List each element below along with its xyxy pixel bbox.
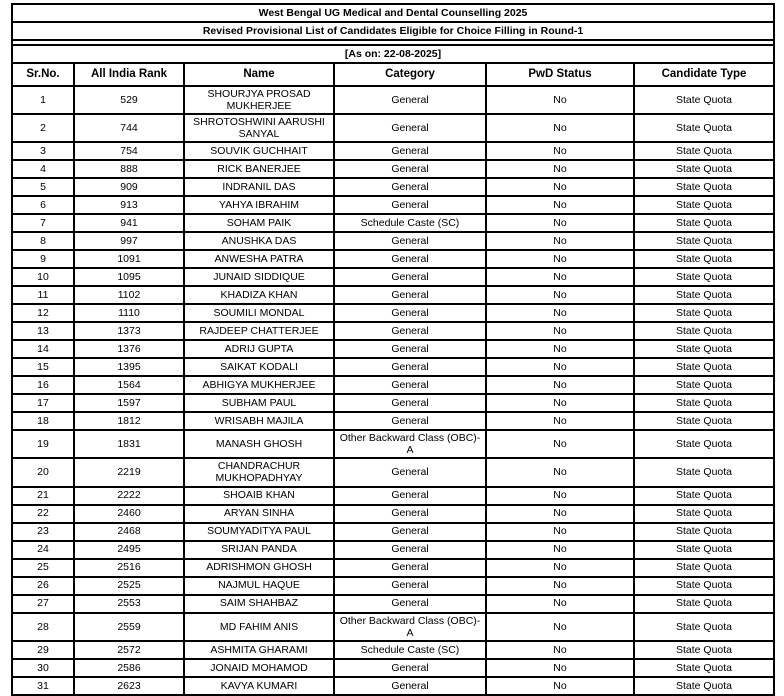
cell-pwd-status: No (486, 595, 634, 613)
column-header-name: Name (184, 63, 334, 86)
cell-pwd-status: No (486, 523, 634, 541)
cell-name: SOHAM PAIK (184, 214, 334, 232)
cell-rank: 2559 (74, 613, 184, 641)
cell-srno: 3 (12, 142, 74, 160)
cell-name: RAJDEEP CHATTERJEE (184, 322, 334, 340)
cell-candidate-type: State Quota (634, 232, 774, 250)
cell-rank: 529 (74, 86, 184, 114)
column-header-pwd-status: PwD Status (486, 63, 634, 86)
cell-name: SUBHAM PAUL (184, 394, 334, 412)
table-row (12, 250, 774, 268)
table-row (12, 659, 774, 677)
cell-candidate-type: State Quota (634, 196, 774, 214)
table-row (12, 196, 774, 214)
table-row (12, 232, 774, 250)
cell-srno: 6 (12, 196, 74, 214)
cell-name: SAIM SHAHBAZ (184, 595, 334, 613)
cell-category: General (334, 114, 486, 142)
cell-name: ANUSHKA DAS (184, 232, 334, 250)
cell-srno: 5 (12, 178, 74, 196)
cell-rank: 2516 (74, 559, 184, 577)
cell-pwd-status: No (486, 286, 634, 304)
table-row (12, 340, 774, 358)
cell-srno: 4 (12, 160, 74, 178)
table-row (12, 641, 774, 659)
cell-name: SHOURJYA PROSAD MUKHERJEE (184, 86, 334, 114)
cell-srno: 31 (12, 677, 74, 695)
cell-name: MD FAHIM ANIS (184, 613, 334, 641)
cell-pwd-status: No (486, 677, 634, 695)
cell-candidate-type: State Quota (634, 541, 774, 559)
table-row (12, 613, 774, 641)
cell-name: KHADIZA KHAN (184, 286, 334, 304)
cell-candidate-type: State Quota (634, 394, 774, 412)
cell-candidate-type: State Quota (634, 595, 774, 613)
as-on-date: [As on: 22-08-2025] (12, 45, 774, 63)
cell-candidate-type: State Quota (634, 214, 774, 232)
cell-rank: 1110 (74, 304, 184, 322)
table-row (12, 577, 774, 595)
cell-candidate-type: State Quota (634, 376, 774, 394)
cell-category: General (334, 487, 486, 505)
cell-candidate-type: State Quota (634, 358, 774, 376)
cell-rank: 1091 (74, 250, 184, 268)
cell-srno: 20 (12, 458, 74, 486)
cell-candidate-type: State Quota (634, 142, 774, 160)
table-row (12, 214, 774, 232)
cell-srno: 18 (12, 412, 74, 430)
cell-category: General (334, 250, 486, 268)
table-row (12, 412, 774, 430)
cell-rank: 1102 (74, 286, 184, 304)
cell-category: General (334, 160, 486, 178)
cell-rank: 909 (74, 178, 184, 196)
cell-pwd-status: No (486, 577, 634, 595)
cell-candidate-type: State Quota (634, 487, 774, 505)
cell-pwd-status: No (486, 487, 634, 505)
cell-pwd-status: No (486, 505, 634, 523)
cell-srno: 15 (12, 358, 74, 376)
cell-category: General (334, 178, 486, 196)
cell-name: JUNAID SIDDIQUE (184, 268, 334, 286)
cell-category: General (334, 142, 486, 160)
cell-pwd-status: No (486, 196, 634, 214)
table-row (12, 559, 774, 577)
cell-category: General (334, 286, 486, 304)
table-row (12, 487, 774, 505)
cell-category: General (334, 541, 486, 559)
table-header-row (12, 63, 774, 86)
cell-pwd-status: No (486, 142, 634, 160)
table-row (12, 541, 774, 559)
cell-name: MANASH GHOSH (184, 430, 334, 458)
candidate-table-body (12, 86, 774, 695)
cell-rank: 997 (74, 232, 184, 250)
cell-candidate-type: State Quota (634, 286, 774, 304)
cell-category: General (334, 304, 486, 322)
cell-pwd-status: No (486, 178, 634, 196)
cell-srno: 29 (12, 641, 74, 659)
cell-srno: 8 (12, 232, 74, 250)
cell-srno: 22 (12, 505, 74, 523)
cell-name: CHANDRACHUR MUKHOPADHYAY (184, 458, 334, 486)
cell-pwd-status: No (486, 376, 634, 394)
cell-candidate-type: State Quota (634, 114, 774, 142)
cell-pwd-status: No (486, 250, 634, 268)
cell-rank: 1564 (74, 376, 184, 394)
cell-rank: 2525 (74, 577, 184, 595)
cell-pwd-status: No (486, 430, 634, 458)
cell-name: SOUMYADITYA PAUL (184, 523, 334, 541)
cell-pwd-status: No (486, 304, 634, 322)
cell-srno: 7 (12, 214, 74, 232)
cell-pwd-status: No (486, 358, 634, 376)
cell-category: General (334, 232, 486, 250)
page-title: West Bengal UG Medical and Dental Counselling 2025 (12, 4, 774, 22)
cell-pwd-status: No (486, 541, 634, 559)
cell-rank: 2586 (74, 659, 184, 677)
cell-name: ARYAN SINHA (184, 505, 334, 523)
table-row (12, 595, 774, 613)
table-row (12, 523, 774, 541)
cell-category: General (334, 86, 486, 114)
cell-rank: 913 (74, 196, 184, 214)
cell-name: NAJMUL HAQUE (184, 577, 334, 595)
cell-srno: 23 (12, 523, 74, 541)
cell-pwd-status: No (486, 322, 634, 340)
cell-rank: 1597 (74, 394, 184, 412)
cell-pwd-status: No (486, 114, 634, 142)
cell-srno: 30 (12, 659, 74, 677)
cell-category: General (334, 268, 486, 286)
table-row (12, 142, 774, 160)
table-row (12, 505, 774, 523)
cell-name: SOUMILI MONDAL (184, 304, 334, 322)
cell-category: General (334, 677, 486, 695)
cell-candidate-type: State Quota (634, 160, 774, 178)
column-header-rank: All India Rank (74, 63, 184, 86)
cell-rank: 2623 (74, 677, 184, 695)
table-row (12, 677, 774, 695)
cell-category: General (334, 340, 486, 358)
table-row (12, 304, 774, 322)
cell-candidate-type: State Quota (634, 322, 774, 340)
cell-srno: 1 (12, 86, 74, 114)
cell-rank: 1831 (74, 430, 184, 458)
cell-candidate-type: State Quota (634, 250, 774, 268)
cell-candidate-type: State Quota (634, 340, 774, 358)
as-on-row (12, 45, 774, 63)
cell-candidate-type: State Quota (634, 86, 774, 114)
cell-category: General (334, 523, 486, 541)
cell-category: Schedule Caste (SC) (334, 214, 486, 232)
cell-candidate-type: State Quota (634, 178, 774, 196)
cell-rank: 1373 (74, 322, 184, 340)
cell-srno: 13 (12, 322, 74, 340)
cell-srno: 12 (12, 304, 74, 322)
cell-name: ANWESHA PATRA (184, 250, 334, 268)
cell-rank: 941 (74, 214, 184, 232)
cell-category: General (334, 458, 486, 486)
cell-pwd-status: No (486, 86, 634, 114)
cell-candidate-type: State Quota (634, 577, 774, 595)
cell-rank: 2460 (74, 505, 184, 523)
cell-rank: 2222 (74, 487, 184, 505)
column-header-candidate-type: Candidate Type (634, 63, 774, 86)
cell-candidate-type: State Quota (634, 412, 774, 430)
cell-pwd-status: No (486, 659, 634, 677)
cell-candidate-type: State Quota (634, 523, 774, 541)
column-header-srno: Sr.No. (12, 63, 74, 86)
cell-rank: 2572 (74, 641, 184, 659)
cell-category: General (334, 376, 486, 394)
cell-candidate-type: State Quota (634, 304, 774, 322)
cell-pwd-status: No (486, 613, 634, 641)
cell-name: RICK BANERJEE (184, 160, 334, 178)
subtitle-row (12, 22, 774, 40)
cell-name: YAHYA IBRAHIM (184, 196, 334, 214)
cell-srno: 21 (12, 487, 74, 505)
cell-srno: 11 (12, 286, 74, 304)
cell-category: General (334, 394, 486, 412)
cell-pwd-status: No (486, 268, 634, 286)
cell-name: KAVYA KUMARI (184, 677, 334, 695)
cell-srno: 16 (12, 376, 74, 394)
cell-name: WRISABH MAJILA (184, 412, 334, 430)
table-row (12, 322, 774, 340)
cell-candidate-type: State Quota (634, 505, 774, 523)
table-row (12, 358, 774, 376)
cell-pwd-status: No (486, 160, 634, 178)
column-header-category: Category (334, 63, 486, 86)
cell-srno: 25 (12, 559, 74, 577)
cell-rank: 2495 (74, 541, 184, 559)
table-row (12, 458, 774, 486)
table-row (12, 394, 774, 412)
cell-category: Schedule Caste (SC) (334, 641, 486, 659)
cell-rank: 2553 (74, 595, 184, 613)
cell-srno: 28 (12, 613, 74, 641)
cell-name: JONAID MOHAMOD (184, 659, 334, 677)
cell-name: SRIJAN PANDA (184, 541, 334, 559)
cell-candidate-type: State Quota (634, 268, 774, 286)
cell-category: General (334, 196, 486, 214)
cell-srno: 10 (12, 268, 74, 286)
page-subtitle: Revised Provisional List of Candidates Eligible for Choice Filling in Round-1 (12, 22, 774, 40)
cell-category: General (334, 505, 486, 523)
cell-name: ASHMITA GHARAMI (184, 641, 334, 659)
cell-pwd-status: No (486, 559, 634, 577)
cell-candidate-type: State Quota (634, 430, 774, 458)
cell-name: INDRANIL DAS (184, 178, 334, 196)
table-row (12, 376, 774, 394)
table-row (12, 114, 774, 142)
cell-candidate-type: State Quota (634, 613, 774, 641)
cell-pwd-status: No (486, 394, 634, 412)
cell-category: General (334, 559, 486, 577)
cell-rank: 744 (74, 114, 184, 142)
cell-category: General (334, 412, 486, 430)
cell-srno: 14 (12, 340, 74, 358)
cell-pwd-status: No (486, 340, 634, 358)
cell-rank: 2468 (74, 523, 184, 541)
table-row (12, 86, 774, 114)
cell-pwd-status: No (486, 412, 634, 430)
cell-name: ABHIGYA MUKHERJEE (184, 376, 334, 394)
cell-rank: 1095 (74, 268, 184, 286)
cell-srno: 26 (12, 577, 74, 595)
cell-name: SOUVIK GUCHHAIT (184, 142, 334, 160)
cell-srno: 19 (12, 430, 74, 458)
candidate-table (11, 3, 775, 696)
table-row (12, 160, 774, 178)
cell-srno: 9 (12, 250, 74, 268)
cell-category: General (334, 322, 486, 340)
cell-name: ADRISHMON GHOSH (184, 559, 334, 577)
cell-pwd-status: No (486, 458, 634, 486)
cell-rank: 754 (74, 142, 184, 160)
cell-rank: 1395 (74, 358, 184, 376)
table-row (12, 178, 774, 196)
cell-candidate-type: State Quota (634, 659, 774, 677)
cell-pwd-status: No (486, 232, 634, 250)
cell-srno: 2 (12, 114, 74, 142)
cell-rank: 888 (74, 160, 184, 178)
cell-name: SAIKAT KODALI (184, 358, 334, 376)
cell-category: Other Backward Class (OBC)-A (334, 613, 486, 641)
cell-srno: 17 (12, 394, 74, 412)
cell-candidate-type: State Quota (634, 641, 774, 659)
table-row (12, 286, 774, 304)
cell-category: General (334, 659, 486, 677)
cell-srno: 27 (12, 595, 74, 613)
cell-candidate-type: State Quota (634, 559, 774, 577)
cell-name: ADRIJ GUPTA (184, 340, 334, 358)
cell-name: SHROTOSHWINI AARUSHI SANYAL (184, 114, 334, 142)
cell-rank: 1812 (74, 412, 184, 430)
cell-pwd-status: No (486, 641, 634, 659)
cell-category: General (334, 358, 486, 376)
title-row (12, 4, 774, 22)
cell-category: Other Backward Class (OBC)-A (334, 430, 486, 458)
cell-candidate-type: State Quota (634, 677, 774, 695)
cell-srno: 24 (12, 541, 74, 559)
cell-rank: 1376 (74, 340, 184, 358)
cell-category: General (334, 595, 486, 613)
cell-pwd-status: No (486, 214, 634, 232)
table-row (12, 430, 774, 458)
cell-name: SHOAIB KHAN (184, 487, 334, 505)
cell-rank: 2219 (74, 458, 184, 486)
table-row (12, 268, 774, 286)
cell-candidate-type: State Quota (634, 458, 774, 486)
cell-category: General (334, 577, 486, 595)
